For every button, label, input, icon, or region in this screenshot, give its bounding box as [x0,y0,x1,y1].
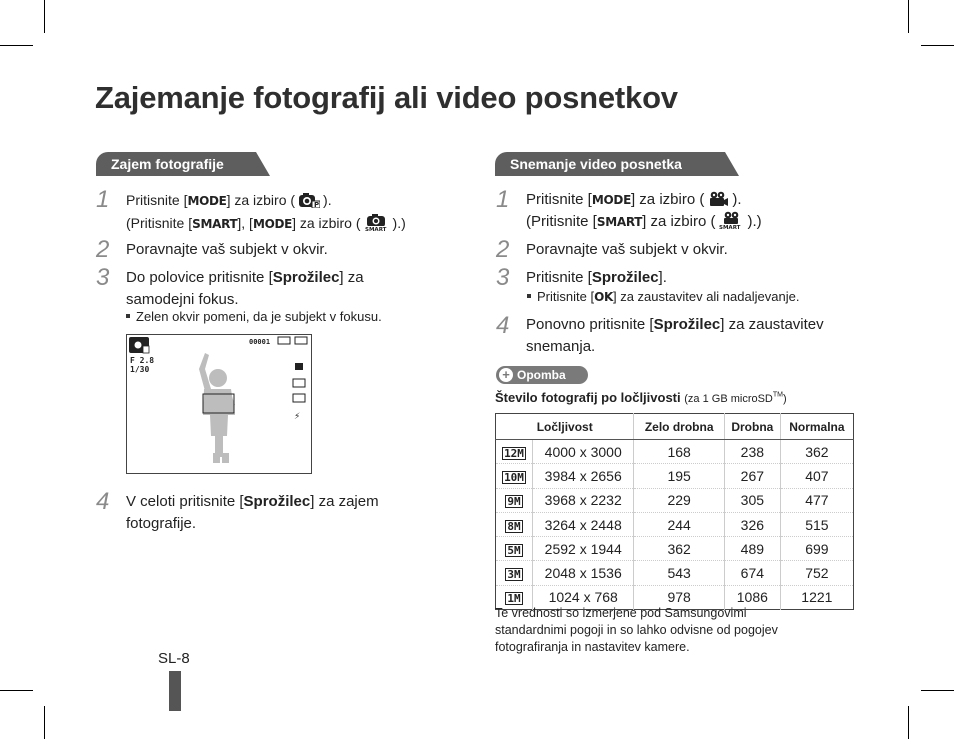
shot-counter: 00001 [249,338,271,346]
footnote: Te vrednosti so izmerjene pod Samsungovimi standardnimi pogoji in so lahko odvisne od pogojev fotografiranja in nastavitev kamere. [495,606,778,654]
step-2-text: Poravnajte vaš subjekt v okvir. [126,241,328,258]
step-3-bullet: Pritisnite [OK] za zaustavitev ali nadaljevanje. [527,289,799,304]
resolution-cell: 2592 x 1944 [533,537,634,561]
resolution-table [495,413,854,610]
svg-text:⚡: ⚡ [294,412,301,422]
step-number: 1 [496,186,510,213]
svg-text:SMART: SMART [719,225,741,229]
svg-text:SMART: SMART [364,227,386,231]
step-4-text: Ponovno pritisnite [Sprožilec] za zaustavitev snemanja. [526,316,824,355]
table-row [496,537,854,561]
step-number: 2 [96,236,110,263]
table-row [496,440,854,464]
video-smart-icon [718,211,744,229]
page-number: SL-8 [158,650,190,667]
step-2-text: Poravnajte vaš subjekt v okvir. [526,241,728,258]
crop-mark [44,0,45,33]
mode-key: MODE [187,194,227,208]
resolution-3m-icon: 3M [496,561,533,585]
resolution-cell: 3264 x 2448 [533,512,634,536]
step-3-text: Pritisnite [Sprožilec]. [526,269,667,286]
step-4-text: V celoti pritisnite [Sprožilec] za zajem fotografije. [126,493,379,532]
table-title: Število fotografij po ločljivosti (za 1 GB microSD™) [495,390,787,405]
count-cell: 362 [780,440,853,464]
count-cell: 699 [780,537,853,561]
step-3-bullet: Zelen okvir pomeni, da je subjekt v fokusu. [126,309,382,324]
count-cell: 168 [634,440,725,464]
count-cell: 1086 [724,585,780,609]
count-cell: 674 [724,561,780,585]
resolution-cell: 3984 x 2656 [533,464,634,488]
count-cell: 477 [780,488,853,512]
step-number: 3 [496,264,510,291]
crop-mark [0,690,33,691]
crop-mark [921,45,954,46]
crop-mark [0,45,33,46]
resolution-cell: 1024 x 768 [533,585,634,609]
count-cell: 1221 [780,585,853,609]
step-number: 4 [96,488,110,515]
camera-smart-icon [364,213,390,231]
section-tab-photo: Zajem fotografije [96,152,256,176]
resolution-cell: 2048 x 1536 [533,561,634,585]
camera-program-icon [298,192,320,208]
resolution-cell: 4000 x 3000 [533,440,634,464]
step-1-text: Pritisnite [MODE] za izbiro ( ). (Pritisnite [SMART] za izbiro ( SMART ).) [526,191,762,230]
table-row [496,512,854,536]
bullet [126,314,130,318]
count-cell: 229 [634,488,725,512]
count-cell: 978 [634,585,725,609]
page-title: Zajemanje fotografij ali video posnetkov [95,80,678,115]
count-cell: 543 [634,561,725,585]
resolution-10m-icon: 10M [496,464,533,488]
count-cell: 362 [634,537,725,561]
table-row [496,561,854,585]
count-cell: 489 [724,537,780,561]
camera-screen-preview [126,334,312,474]
count-cell: 407 [780,464,853,488]
count-cell: 515 [780,512,853,536]
step-number: 4 [496,312,510,339]
table-row [496,464,854,488]
page-marker-bar [169,671,181,711]
smart-key: SMART [192,217,238,231]
resolution-9m-icon: 9M [496,488,533,512]
count-cell: 238 [724,440,780,464]
column-header: Zelo drobna [634,414,725,440]
crop-mark [908,706,909,739]
crop-mark [921,690,954,691]
mode-key: MODE [591,193,631,207]
count-cell: 244 [634,512,725,536]
crop-mark [908,0,909,33]
shutter-value: 1/30 [130,365,150,374]
crop-mark [44,706,45,739]
plus-icon: + [499,368,513,382]
resolution-cell: 3968 x 2232 [533,488,634,512]
resolution-8m-icon: 8M [496,512,533,536]
mode-key: MODE [252,217,293,231]
svg-text:P: P [314,201,320,208]
step-1-text: Pritisnite [MODE] za izbiro ( P ). (Pritisnite [SMART], [MODE] za izbiro ( SMART ).) [126,192,406,231]
aperture-value: F 2.8 [130,356,155,365]
video-camera-icon [707,191,729,207]
table-header-row [496,414,854,440]
column-header: Drobna [724,414,780,440]
count-cell: 326 [724,512,780,536]
count-cell: 195 [634,464,725,488]
step-number: 2 [496,236,510,263]
count-cell: 752 [780,561,853,585]
resolution-12m-icon: 12M [496,440,533,464]
step-number: 3 [96,264,110,291]
smart-key: SMART [596,215,643,229]
resolution-1m-icon: 1M [496,585,533,609]
count-cell: 305 [724,488,780,512]
camera-screen-illustration [127,335,311,473]
bullet [527,294,531,298]
column-header: Ločljivost [496,414,634,440]
ok-key: OK [594,290,613,304]
section-tab-video: Snemanje video posnetka [495,152,725,176]
resolution-5m-icon: 5M [496,537,533,561]
step-3-text: Do polovice pritisnite [Sprožilec] za samodejni fokus. [126,269,364,308]
column-header: Normalna [780,414,853,440]
table-row [496,488,854,512]
note-badge: + Opomba [496,366,588,384]
step-number: 1 [96,186,110,213]
count-cell: 267 [724,464,780,488]
